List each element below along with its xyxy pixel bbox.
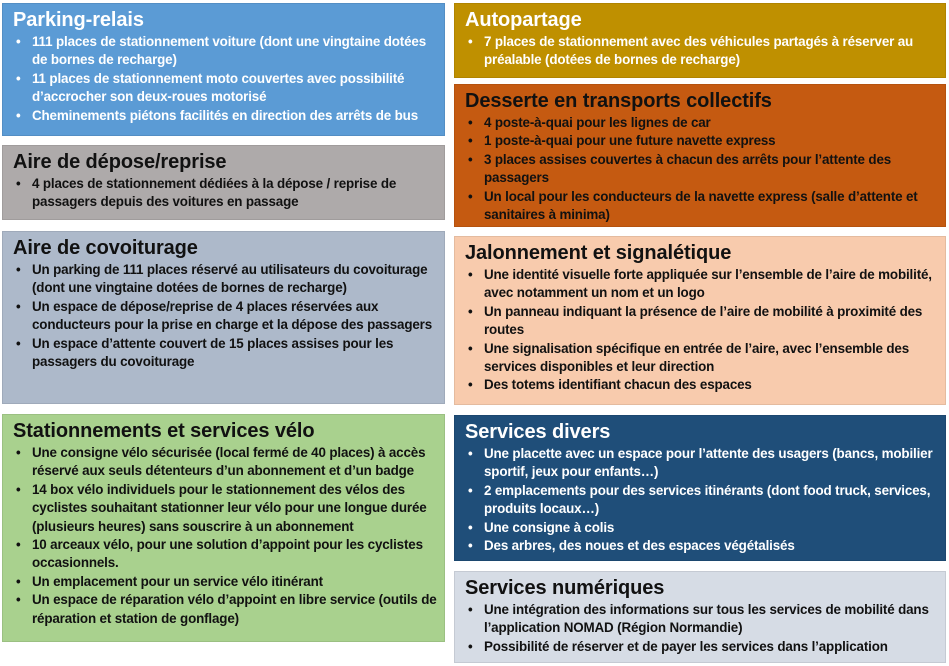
section-title: Aire de covoiturage — [13, 237, 198, 259]
list-item: • Des arbres, des noues et des espaces végétalisés — [465, 537, 939, 555]
section-services-divers — [454, 415, 946, 561]
section-title: Aire de dépose/reprise — [13, 151, 227, 173]
item-list — [13, 175, 438, 212]
list-item: • Un local pour les conducteurs de la navette express (salle d’attente et sanitaires à minima) — [465, 188, 939, 225]
section-title: Services divers — [465, 421, 611, 443]
item-list — [465, 114, 939, 224]
list-item: • 4 poste-à-quai pour les lignes de car — [465, 114, 939, 132]
section-title: Services numériques — [465, 577, 665, 599]
item-list — [465, 33, 939, 70]
list-item: • 1 poste-à-quai pour une future navette express — [465, 132, 939, 150]
list-item: • Un emplacement pour un service vélo itinérant — [13, 573, 438, 591]
section-title: Desserte en transports collectifs — [465, 90, 772, 112]
section-parking-relais — [2, 3, 445, 136]
section-title: Jalonnement et signalétique — [465, 242, 732, 264]
section-services-numeriques — [454, 571, 946, 663]
section-depose-reprise — [2, 145, 445, 220]
item-list — [13, 261, 438, 371]
list-item: • Une signalisation spécifique en entrée de l’aire, avec l’ensemble des services disponibles et leur direction — [465, 340, 939, 377]
list-item: • Une consigne à colis — [465, 519, 939, 537]
section-covoiturage — [2, 231, 445, 404]
list-item: • 10 arceaux vélo, pour une solution d’appoint pour les cyclistes occasionnels. — [13, 536, 438, 573]
section-title: Autopartage — [465, 9, 582, 31]
item-list — [13, 33, 438, 125]
section-autopartage — [454, 3, 946, 78]
item-list — [465, 601, 939, 656]
list-item: • Cheminements piétons facilités en direction des arrêts de bus — [13, 107, 438, 125]
section-title: Stationnements et services vélo — [13, 420, 315, 442]
section-jalonnement — [454, 236, 946, 405]
list-item: • 4 places de stationnement dédiées à la dépose / reprise de passagers depuis des voitures en passage — [13, 175, 438, 212]
list-item: • 2 emplacements pour des services itinérants (dont food truck, services, produits locaux…) — [465, 482, 939, 519]
list-item: • Une consigne vélo sécurisée (local fermé de 40 places) à accès réservé aux seuls détenteurs d’un abonnement et d’un badge — [13, 444, 438, 481]
list-item: • Un espace d’attente couvert de 15 places assises pour les passagers du covoiturage — [13, 335, 438, 372]
list-item: • Une placette avec un espace pour l’attente des usagers (bancs, mobilier sportif, jeux pour enfants…) — [465, 445, 939, 482]
list-item: • Un espace de réparation vélo d’appoint en libre service (outils de réparation et station de gonflage) — [13, 591, 438, 628]
section-transports-collectifs — [454, 84, 946, 227]
list-item: • 3 places assises couvertes à chacun des arrêts pour l’attente des passagers — [465, 151, 939, 188]
list-item: • Un parking de 111 places réservé au utilisateurs du covoiturage (dont une vingtaine dotées de bornes de recharge) — [13, 261, 438, 298]
item-list — [465, 445, 939, 555]
list-item: • 111 places de stationnement voiture (dont une vingtaine dotées de bornes de recharge) — [13, 33, 438, 70]
section-velo — [2, 414, 445, 642]
list-item: • 11 places de stationnement moto couvertes avec possibilité d’accrocher son deux-roues motorisé — [13, 70, 438, 107]
section-title: Parking-relais — [13, 9, 144, 31]
list-item: • Un panneau indiquant la présence de l’aire de mobilité à proximité des routes — [465, 303, 939, 340]
list-item: • Des totems identifiant chacun des espaces — [465, 376, 939, 394]
list-item: • 7 places de stationnement avec des véhicules partagés à réserver au préalable (dotées de bornes de recharge) — [465, 33, 939, 70]
list-item: • Possibilité de réserver et de payer les services dans l’application — [465, 638, 939, 656]
item-list — [465, 266, 939, 395]
list-item: • Une identité visuelle forte appliquée sur l’ensemble de l’aire de mobilité, avec notamment un nom et un logo — [465, 266, 939, 303]
list-item: • 14 box vélo individuels pour le stationnement des vélos des cyclistes souhaitant stationner leur vélo pour une longue durée (plusieurs heures) sans souscrire à un abonnement — [13, 481, 438, 536]
item-list — [13, 444, 438, 628]
list-item: • Un espace de dépose/reprise de 4 places réservées aux conducteurs pour la prise en charge et la dépose des passagers — [13, 298, 438, 335]
list-item: • Une intégration des informations sur tous les services de mobilité dans l’application NOMAD (Région Normandie) — [465, 601, 939, 638]
